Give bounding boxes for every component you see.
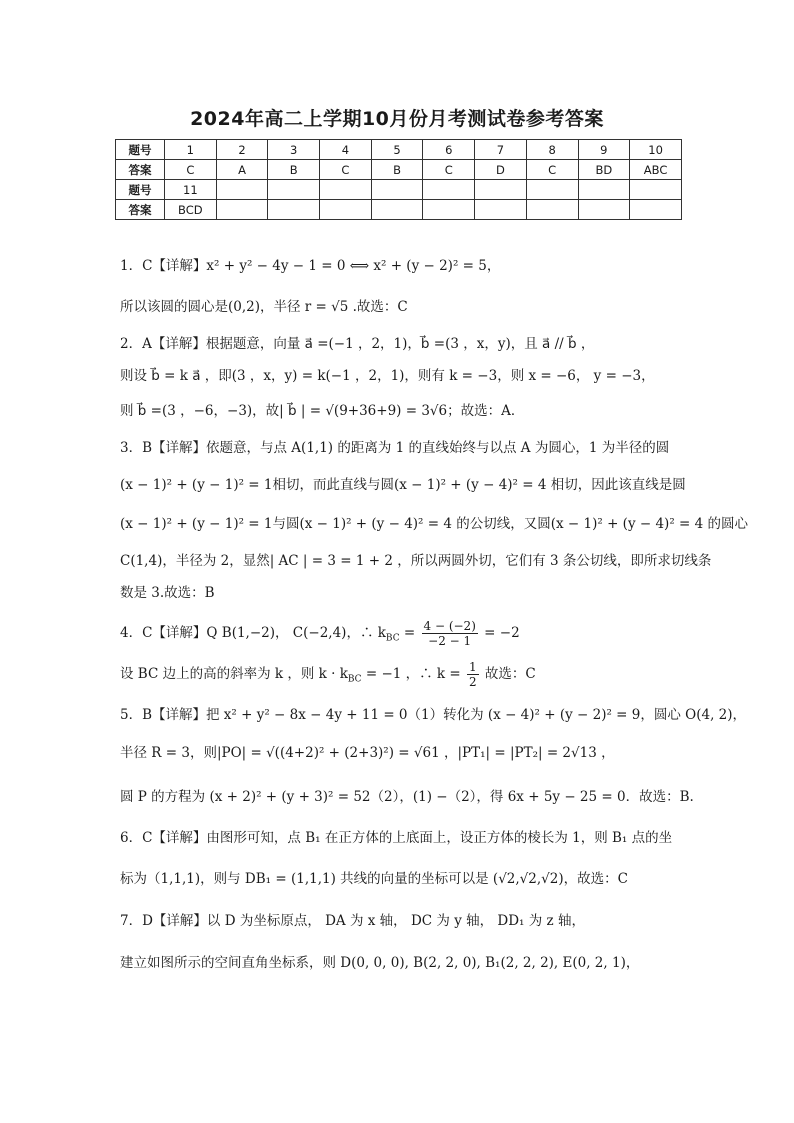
table-cell: 9 <box>578 140 630 160</box>
page-title: 2024年高二上学期10月份月考测试卷参考答案 <box>190 108 604 130</box>
solution-4-text-3: = −1 ，∴ k = <box>361 666 465 682</box>
solution-5-line-1: 5．B【详解】把 x² + y² − 8x − 4y + 11 = 0（1）转化为 (x − 4)² + (y − 2)² = 9，圆心 O(4, 2)， <box>120 707 747 723</box>
fraction-denominator: 2 <box>469 675 477 689</box>
solution-4-text: 4．C【详解】Q B(1,−2)， C(−2,4)，∴ k <box>120 625 386 641</box>
table-cell <box>630 200 682 220</box>
table-cell: B <box>268 160 320 180</box>
solution-7-line-2: 建立如图所示的空间直角坐标系，则 D(0, 0, 0), B(2, 2, 0), B₁(2, 2, 2), E(0, 2, 1)， <box>120 955 640 971</box>
table-cell <box>268 180 320 200</box>
row-header: 题号 <box>116 180 165 200</box>
solution-6-line-2: 标为（1,1,1)，则与 DB₁ = (1,1,1) 共线的向量的坐标可以是 (√2,√2,√2)，故选：C <box>120 871 628 887</box>
table-cell <box>630 180 682 200</box>
subscript: BC <box>347 674 362 685</box>
table-cell: C <box>526 160 578 180</box>
table-cell: 6 <box>423 140 475 160</box>
table-row <box>116 200 682 220</box>
table-cell: BCD <box>165 200 217 220</box>
table-cell <box>371 180 423 200</box>
table-row <box>116 140 682 160</box>
solution-6-line-1: 6．C【详解】由图形可知，点 B₁ 在正方体的上底面上，设正方体的棱长为 1，则 B₁ 点的坐 <box>120 830 673 846</box>
row-header: 答案 <box>116 160 165 180</box>
table-cell: C <box>165 160 217 180</box>
table-cell <box>216 180 268 200</box>
table-cell <box>320 180 372 200</box>
table-cell <box>578 180 630 200</box>
table-cell: 8 <box>526 140 578 160</box>
solution-3-line-5: 数是 3.故选：B <box>120 585 215 601</box>
answer-table <box>115 139 682 220</box>
table-row <box>116 180 682 200</box>
table-cell: C <box>423 160 475 180</box>
solution-4-text-4: 故选：C <box>480 666 536 682</box>
table-cell: ABC <box>630 160 682 180</box>
solution-5-line-3: 圆 P 的方程为 (x + 2)² + (y + 3)² = 52（2），(1) −（2），得 6x + 5y − 25 = 0．故选：B. <box>120 789 694 805</box>
table-cell <box>475 200 527 220</box>
table-cell: 1 <box>165 140 217 160</box>
solution-1-line-2: 所以该圆的圆心是(0,2)，半径 r = √5 .故选：C <box>120 299 408 315</box>
fraction <box>422 619 478 648</box>
solution-3-line-2: (x − 1)² + (y − 1)² = 1相切，而此直线与圆(x − 1)² + (y − 4)² = 4 相切，因此该直线是圆 <box>120 477 686 493</box>
table-row <box>116 160 682 180</box>
table-cell <box>268 200 320 220</box>
solution-3-line-3: (x − 1)² + (y − 1)² = 1与圆(x − 1)² + (y − 4)² = 4 的公切线，又圆(x − 1)² + (y − 4)² = 4 的圆心 <box>120 516 749 532</box>
subscript: BC <box>385 633 400 644</box>
row-header: 题号 <box>116 140 165 160</box>
table-cell <box>578 200 630 220</box>
solution-7-line-1: 7．D【详解】以 D 为坐标原点， DA 为 x 轴， DC 为 y 轴， DD₁ 为 z 轴， <box>120 913 585 929</box>
table-cell <box>216 200 268 220</box>
table-cell: 7 <box>475 140 527 160</box>
table-cell: 5 <box>371 140 423 160</box>
table-cell <box>423 200 475 220</box>
table-cell <box>320 200 372 220</box>
table-cell <box>475 180 527 200</box>
table-cell <box>526 180 578 200</box>
fraction-numerator: 4 − (−2) <box>423 619 476 633</box>
solution-2-line-3: 则 b⃗ =(3 ，−6，−3)，故| b⃗ | = √(9+36+9) = 3√6；故选：A． <box>120 403 525 419</box>
solution-3-line-1: 3．B【详解】依题意，与点 A(1,1) 的距离为 1 的直线始终与以点 A 为圆心，1 为半径的圆 <box>120 440 670 456</box>
table-cell: 2 <box>216 140 268 160</box>
table-cell <box>526 200 578 220</box>
table-cell: A <box>216 160 268 180</box>
solution-4-line-1 <box>120 619 520 649</box>
solution-4-result: = −2 <box>479 625 520 641</box>
table-cell <box>371 200 423 220</box>
table-cell <box>423 180 475 200</box>
solution-1-line-1: 1．C【详解】x² + y² − 4y − 1 = 0 ⟺ x² + (y − 2)² = 5， <box>120 258 501 274</box>
solution-4-text-2: 设 BC 边上的高的斜率为 k ，则 k · k <box>120 666 348 682</box>
table-cell: 4 <box>320 140 372 160</box>
solution-2-line-2: 则设 b⃗ = k a⃗ ，即(3 ，x，y) = k(−1 ，2，1)，则有 k = −3，则 x = −6， y = −3， <box>120 368 655 384</box>
equals: = <box>399 625 420 641</box>
fraction <box>467 660 479 689</box>
row-header: 答案 <box>116 200 165 220</box>
solution-4-line-2 <box>120 660 536 690</box>
table-cell: 3 <box>268 140 320 160</box>
fraction-denominator: −2 − 1 <box>428 634 472 648</box>
table-cell: D <box>475 160 527 180</box>
table-cell: 11 <box>165 180 217 200</box>
table-cell: B <box>371 160 423 180</box>
table-cell: BD <box>578 160 630 180</box>
table-cell: C <box>320 160 372 180</box>
solution-2-line-1: 2．A【详解】根据题意，向量 a⃗ =(−1 ，2，1)，b⃗ =(3 ，x，y)，且 a⃗ // b⃗ ， <box>120 336 595 352</box>
solution-5-line-2: 半径 R = 3，则|PO| = √((4+2)² + (2+3)²) = √61 ，|PT₁| = |PT₂| = 2√13 ， <box>120 745 615 761</box>
solution-3-line-4: C(1,4)，半径为 2，显然| AC | = 3 = 1 + 2 ，所以两圆外切，它们有 3 条公切线，即所求切线条 <box>120 553 712 569</box>
table-cell: 10 <box>630 140 682 160</box>
fraction-numerator: 1 <box>469 660 477 674</box>
